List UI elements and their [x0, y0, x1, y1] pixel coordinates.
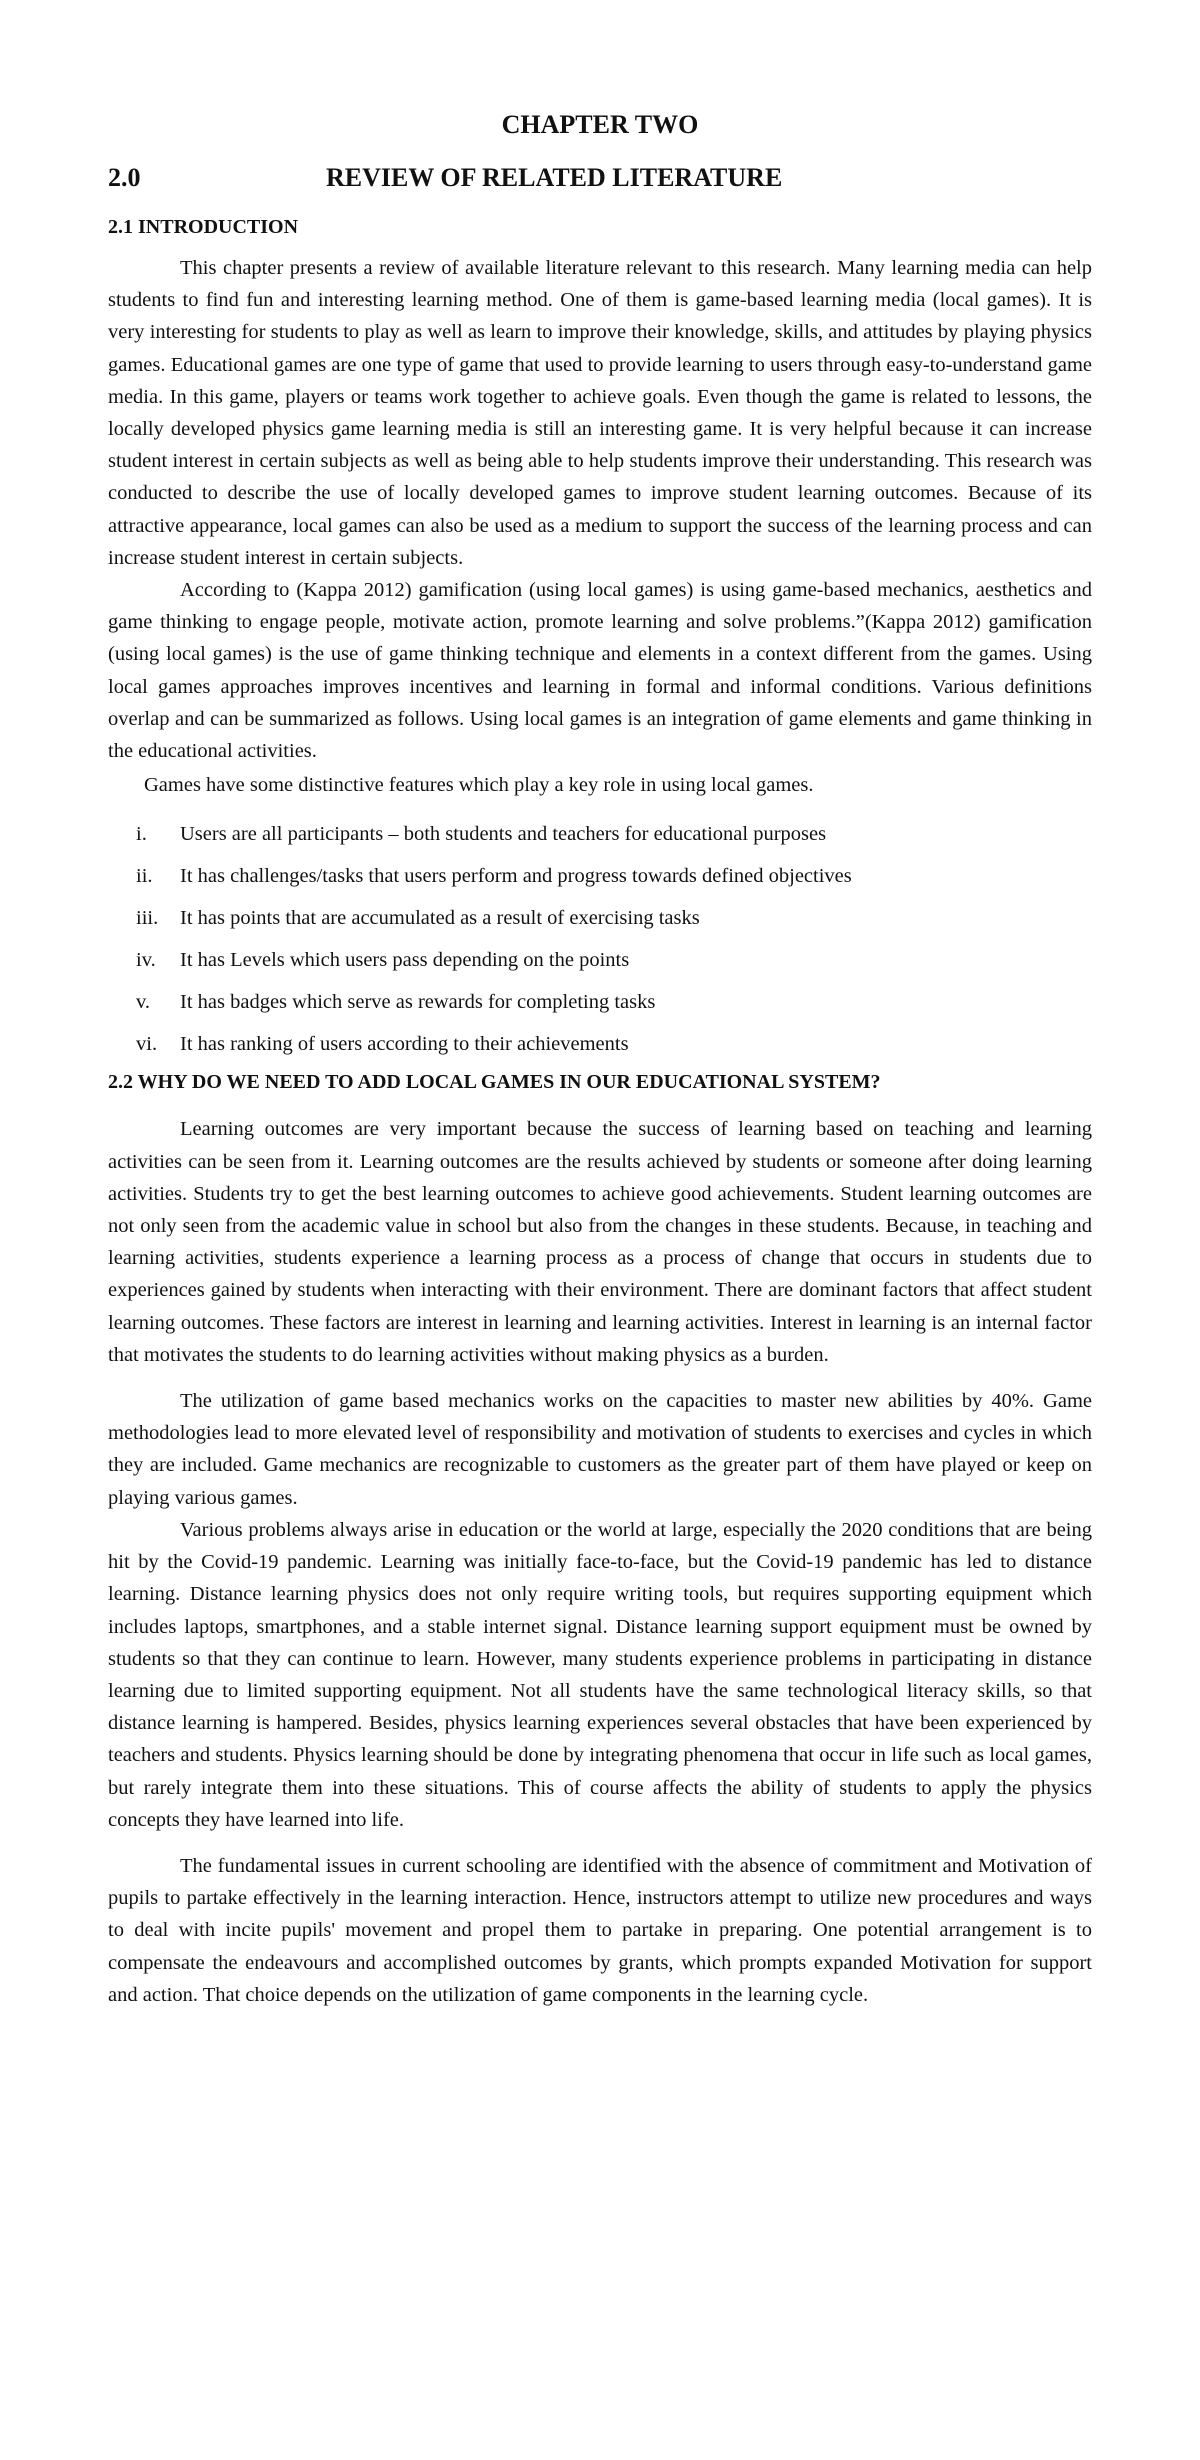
paragraph-2-1-1: This chapter presents a review of available literature relevant to this research. Many learning media can help students to find fun and interesting learning method. One of them is game-based learning media (local games). It is very interesting for students to play as well as learn to improve their knowledge, skills, and attitudes by playing physics games. Educational games are one type of game that used to provide learning to users through easy-to-understand game media. In this game, players or teams work together to achieve goals. Even though the game is related to lessons, the locally developed physics game learning media is still an interesting game. It is very helpful because it can increase student interest in certain subjects as well as being able to help students improve their understanding. This research was conducted to describe the use of locally developed games to improve student learning outcomes. Because of its attractive appearance, local games can also be used as a medium to support the success of the learning process and can increase student interest in certain subjects. [108, 257, 1092, 569]
list-text: Users are all participants – both students and teachers for educational purposes [180, 823, 827, 846]
list-number: vi. [136, 1033, 158, 1056]
heading-2-1: 2.1 INTRODUCTION [108, 216, 299, 238]
list-text: It has challenges/tasks that users perform and progress towards defined objectives [180, 865, 852, 888]
list-text: It has badges which serve as rewards for completing tasks [180, 991, 656, 1014]
paragraph-2-2-4: The fundamental issues in current schooling are identified with the absence of commitment and Motivation of pupils to partake effectively in the learning interaction. Hence, instructors attempt to utilize new procedures and ways to deal with incite pupils' movement and propel them to partake in preparing. One potential arrangement is to compensate the endeavours and accomplished outcomes by grants, which prompts expanded Motivation for support and action. That choice depends on the utilization of game components in the learning cycle. [108, 1854, 1092, 2006]
list-text: It has points that are accumulated as a result of exercising tasks [180, 907, 700, 930]
list-item [136, 939, 1092, 981]
section-number: 2.0 [108, 163, 141, 192]
document-page [108, 100, 1092, 2011]
paragraph-2-2-2: The utilization of game based mechanics works on the capacities to master new abilities by 40%. Game methodologies lead to more elevated level of responsibility and motivation of students to exercises and cycles in which they are included. Game mechanics are recognizable to customers as the greater part of them have played or keep on playing various games. [108, 1390, 1092, 1509]
list-item [136, 897, 1092, 939]
features-list [108, 813, 1092, 1065]
list-number: ii. [136, 865, 153, 888]
heading-2-2: 2.2 WHY DO WE NEED TO ADD LOCAL GAMES IN OUR EDUCATIONAL SYSTEM? [108, 1071, 881, 1094]
list-number: iv. [136, 949, 156, 972]
list-text: It has ranking of users according to their achievements [180, 1033, 629, 1056]
section-title [108, 158, 1092, 198]
section-title-text: REVIEW OF RELATED LITERATURE [326, 163, 783, 192]
list-item [136, 855, 1092, 897]
paragraph-2-2-3: Various problems always arise in education or the world at large, especially the 2020 conditions that are being hit by the Covid-19 pandemic. Learning was initially face-to-face, but the Covid-19 pandemic has led to distance learning. Distance learning physics does not only require writing tools, but requires supporting equipment which includes laptops, smartphones, and a stable internet signal. Distance learning support equipment must be owned by students so that they can continue to learn. However, many students experience problems in participating in distance learning due to limited supporting equipment. Not all students have the same technological literacy skills, so that distance learning is hampered. Besides, physics learning experiences several obstacles that have been experienced by teachers and students. Physics learning should be done by integrating phenomena that occur in life such as local games, but rarely integrate them into these situations. This of course affects the ability of students to apply the physics concepts they have learned into life. [108, 1518, 1092, 1831]
list-item [136, 981, 1092, 1023]
list-number: iii. [136, 907, 159, 930]
paragraph-2-1-2: According to (Kappa 2012) gamification (using local games) is using game-based mechanics, aesthetics and game thinking to engage people, motivate action, promote learning and solve problems.”(Kappa 2012) gamification (using local games) is the use of game thinking technique and elements in a context different from the games. Using local games approaches improves incentives and learning in formal and informal conditions. Various definitions overlap and can be summarized as follows. Using local games is an integration of game elements and game thinking in the educational activities. [108, 579, 1092, 763]
list-number: i. [136, 823, 147, 846]
list-text: It has Levels which users pass depending on the points [180, 949, 630, 972]
paragraph-2-2-1: Learning outcomes are very important because the success of learning based on teaching and learning activities can be seen from it. Learning outcomes are the results achieved by students or someone after doing learning activities. Students try to get the best learning outcomes to achieve good achievements. Student learning outcomes are not only seen from the academic value in school but also from the changes in these students. Because, in teaching and learning activities, students experience a learning process as a process of change that occurs in students due to experiences gained by students when interacting with their environment. There are dominant factors that affect student learning outcomes. These factors are interest in learning and learning activities. Interest in learning is an internal factor that motivates the students to do learning activities without making physics as a burden. [108, 1118, 1092, 1366]
chapter-title: CHAPTER TWO [501, 110, 699, 139]
list-number: v. [136, 991, 151, 1014]
list-item [136, 1023, 1092, 1065]
list-item [136, 813, 1092, 855]
features-intro: Games have some distinctive features which play a key role in using local games. [144, 774, 814, 797]
